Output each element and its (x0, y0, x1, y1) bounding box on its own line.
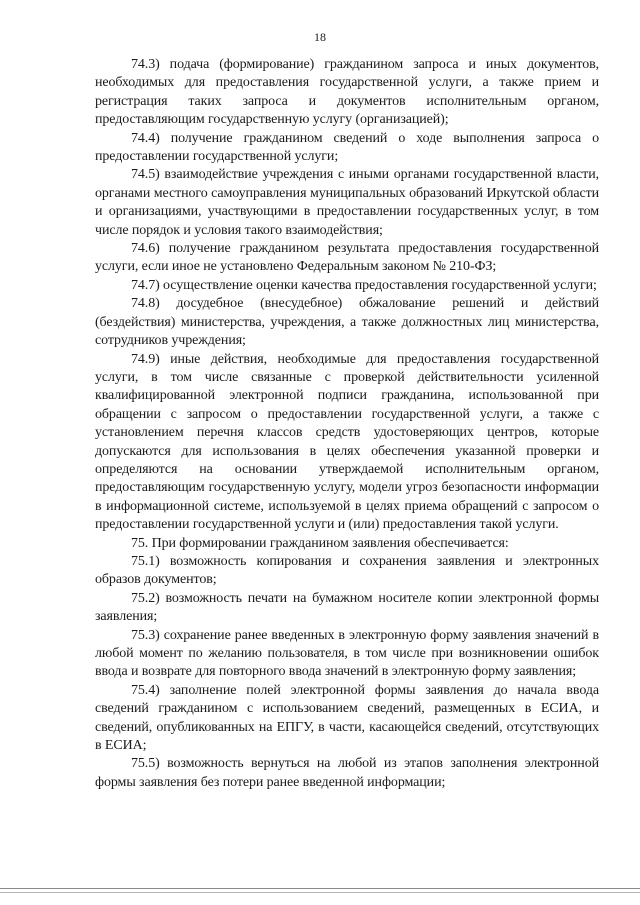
paragraph-75-2: 75.2) возможность печати на бумажном носителе копии электронной формы заявления; (95, 590, 599, 625)
paragraph-74-9: 74.9) иные действия, необходимые для предоставления государственной услуги, в том числе связанные с проверкой действительности усиленной квалифицированной электронной подписи гражданина, использованной при обращении с запросом о предоставлении государственной услуги, а также с установлением перечня классов средств удостоверяющих центров, которые допускаются для использования в целях обеспечения указанной проверки и определяются на основании утверждаемой исполнительным органом, предоставляющим государственную услугу, модели угроз безопасности информации в информационной системе, используемой в целях приема обращений с запросом о предоставлении государственной услуги и (или) предоставления такой услуги. (95, 351, 599, 533)
scan-edge-line (0, 888, 640, 889)
document-body (95, 56, 599, 792)
paragraph-75: 75. При формировании гражданином заявления обеспечивается: (131, 535, 509, 551)
paragraph-74-4: 74.4) получение гражданином сведений о ходе выполнения запроса о предоставлении государственной услуги; (95, 130, 599, 165)
paragraph-75-3: 75.3) сохранение ранее введенных в электронную форму заявления значений в любой момент по желанию пользователя, в том числе при возникновении ошибок ввода и возврате для повторного ввода значений в электронную форму заявления; (95, 627, 599, 680)
paragraph-74-7: 74.7) осуществление оценки качества предоставления государственной услуги; (131, 277, 597, 293)
paragraph-75-5: 75.5) возможность вернуться на любой из этапов заполнения электронной формы заявления без потери ранее введенной информации; (95, 756, 599, 790)
paragraph-74-6: 74.6) получение гражданином результата предоставления государственной услуги, если иное не установлено Федеральным законом № 210-ФЗ; (95, 241, 599, 275)
paragraph-74-3: 74.3) подача (формирование) гражданином запроса и иных документов, необходимых для предоставления государственной услуги, а также прием и регистрация таких запроса и документов исполнительным органом, предоставляющим государственную услугу (организацией); (95, 57, 599, 128)
scan-edge-line-secondary (0, 892, 640, 893)
paragraph-74-8: 74.8) досудебное (внесудебное) обжалование решений и действий (бездействия) министерства, учреждения, а также должностных лиц министерства, сотрудников учреждения; (95, 296, 599, 349)
page-number: 18 (314, 30, 326, 44)
paragraph-75-4: 75.4) заполнение полей электронной формы заявления до начала ввода сведений гражданином с использованием сведений, размещенных в ЕСИА, и сведений, опубликованных на ЕПГУ, в части, касающейся сведений, отсутствующих в ЕСИА; (95, 682, 599, 754)
paragraph-74-5: 74.5) взаимодействие учреждения с иными органами государственной власти, органами местного самоуправления муниципальных образований Иркутской области и организациями, участвующими в предоставлении государственных услуг, в том числе порядок и условия такого взаимодействия; (95, 167, 599, 238)
paragraph-75-1: 75.1) возможность копирования и сохранения заявления и электронных образов документов; (95, 553, 599, 588)
